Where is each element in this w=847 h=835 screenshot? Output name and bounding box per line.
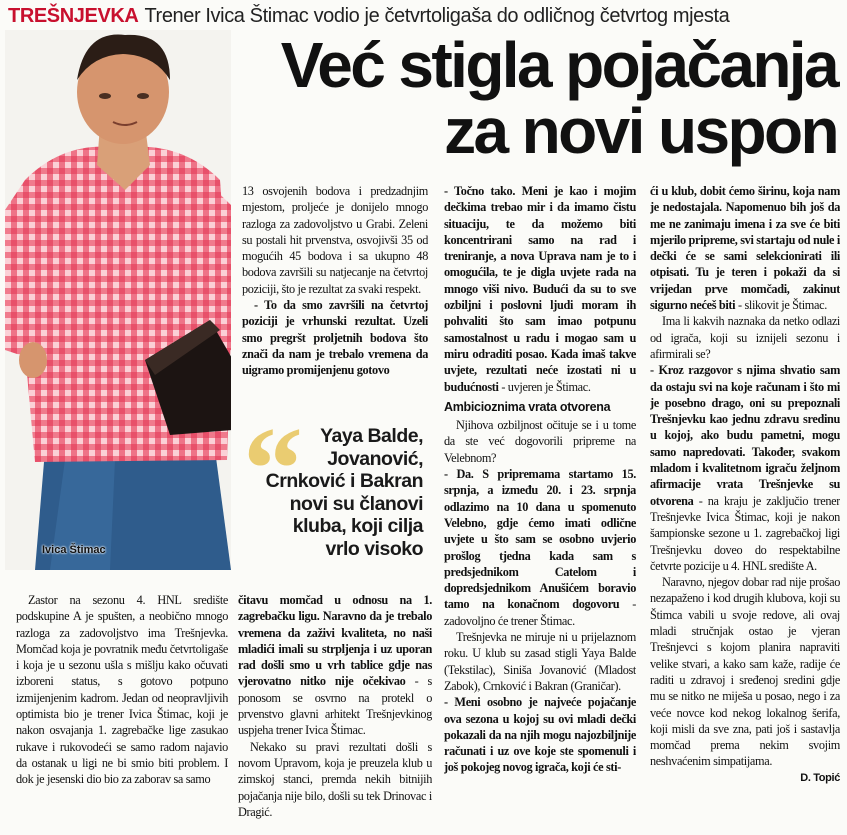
column-3-question: Njihova ozbiljnost očituje se i u tome da ste već dogovorili pripreme na Velebnom? xyxy=(444,418,636,465)
column-2-attribution: - s ponosom se osvrno na protekl o prvenstvo glavni arhitekt Trešnjevkinog uspjeha trener Ivica Štimac. xyxy=(238,674,432,738)
column-4 xyxy=(650,183,840,833)
column-3-quote-3: - Meni osobno je najveće pojačanje ova sezona u kojoj su ovi mladi dečki pokazali da na njih mogu najozbiljnije računati i uz ove koje ste spomenuli i još pokojeg novog igrača, koji će sti- xyxy=(444,695,636,775)
column-4-quote-2: - Kroz razgovor s njima shvatio sam da ostaju svi na koje računam i što mi je posebno drago, oni su prepoznali Trešnjevku kao jednu zdravu sredinu u kojoj, ako budu pametni, mogu samo napredovati. Također, svakom mladom i kvalitetnom igraču željnom afirmacije vrata Trešnjevke su otvorena xyxy=(650,363,840,508)
pull-quote-line: kluba, koji cilja xyxy=(292,515,423,537)
column-2-quote: čitavu momčad u odnosu na 1. zagrebačku ligu. Naravno da je trebalo vremena da zaživi kvaliteta, no naši mladići imali su strpljenja i uz uporan rad došli smo u vrh tablice gdje nas vjerovatno nitko nije očekivao xyxy=(238,593,432,689)
column-4-paragraph: Naravno, njegov dobar rad nije prošao nezapaženo i kod drugih klubova, koji su Štimca vabili u svoje redove, ali ovaj mladi stručnjak ostao je vjeran Trešnjevci s kojom planira napraviti velike stvari, a kako sam kaže, radije će raditi u zdravoj i sređenoj sredini gdje mu se nitko ne miješa u posao, nego i za veće novce kod nekog lokalnog šerifa, koji misli da sve zna, pati još i sastavlja momčad prema nekim svojim neshvaćenim simpatijama. xyxy=(650,575,840,769)
column-3-paragraph: Trešnjevka ne miruje ni u prijelaznom roku. U klub su zasad stigli Yaya Balde (Tekstilac), Siniša Jovanović (Mladost Zabok), Crnković i Bakran (Graničar). xyxy=(444,630,636,693)
headline-line-2: za novi uspon xyxy=(444,95,837,167)
column-2 xyxy=(238,592,432,832)
column-3-attribution-2: - zadovoljno će trener Štimac. xyxy=(444,597,636,628)
column-4-quote-1: ći u klub, dobit ćemo širinu, koja nam je nedostajala. Napomenuo bih još da me ne zanimaju imena i za sve će biti mjerilo pripreme, svi startaju od nule i dečki će se sami selekcionirati ili otpisati. Tu je teren i pokaži da si vrijedan prve momčadi, zakinut sigurno nećeš biti xyxy=(650,184,840,313)
column-4-attribution-1: - slikovit je Štimac. xyxy=(735,298,827,313)
kicker xyxy=(8,3,843,29)
pull-quote-line: Yaya Balde, xyxy=(320,425,423,447)
photo-caption: Ivica Štimac xyxy=(42,544,106,556)
column-4-attribution-2: - na kraju je zaključio trener Trešnjevke Ivica Štimac, koji je nakon šampionske sezone u 1. zagrebačkoj ligi Trešnjevku doveo do respektabilne četvrte pozicije u 4. HNL središte A. xyxy=(650,493,840,573)
pull-quote xyxy=(243,402,423,560)
author-byline: D. Topić xyxy=(800,771,840,784)
column-3-quote-2: - Da. S pripremama startamo 15. srpnja, a između 20. i 23. srpnja odlazimo na 10 dana u spomenuto Velebno, gdje ćemo imati odlične uvjete u što sam se osobno uvjerio prošlog tjedna kada sam s predsjednikom Catelom i dopredsjednikom Anušićem boravio tamo na konačnom dogovoru xyxy=(444,467,636,612)
kicker-label: TREŠNJEVKA xyxy=(8,5,139,27)
coach-photo xyxy=(5,30,231,570)
pull-quote-line: vrlo visoko xyxy=(325,537,423,560)
pull-quote-line: Jovanović, xyxy=(327,447,423,470)
column-3-attribution-1: - uvjeren je Štimac. xyxy=(498,379,591,394)
column-1-paragraph: Zastor na sezonu 4. HNL središte podskupine A je spušten, a neobično mnogo razloga za zadovoljstvo ima Trešnjevka. Momčad koja je povratnik među četvrtoligaše i koja je u sezonu ušla s mišlju kako očuvati izboreni status, s gotovo potpuno izmijenjenim kadrom. Jedan od neopravljivih optimista bio je trener Ivica Štimac, koji je nakon osvajanja 1. zagrebačke lige zasukao rukave i rukovodeći se samo radom najavio da ostanak u ligi ne bi smio biti problem. I dok je jesenski dio bio za zaborav sa samo xyxy=(16,593,228,787)
pull-quote-line: novi su članovi xyxy=(289,492,423,515)
column-3 xyxy=(444,183,636,833)
column-mid-top xyxy=(242,183,428,417)
column-3-quote-1: - Točno tako. Meni je kao i mojim dečkima trebao mir i da imamo čistu situaciju, te da možemo biti koncentrirani samo na rad i treniranje, a nova Uprava nam je to i omogućila, te je digla uvjete rada na mnogo viši nivo. Budući da su to sve ozbiljni i poslovni ljudi moram ih pohvaliti što sam imao potpunu samostalnost u radu i mogao sam u miru odraditi posao. Kada imaš takve uvjete, rezultati neće izostati ni u budućnosti xyxy=(444,184,636,394)
pull-quote-text xyxy=(248,425,423,560)
coach-illustration xyxy=(5,30,231,570)
quote-mark-icon: “ xyxy=(243,402,303,535)
subheading: Ambicioznima vrata otvorena xyxy=(444,399,611,414)
headline xyxy=(227,29,837,167)
pull-quote-line: Crnković i Bakran xyxy=(265,470,423,492)
column-4-question: Ima li kakvih naznaka da netko odlazi od igrača, koji su iznijeli sezonu i afirmirali se? xyxy=(650,314,840,361)
column-1 xyxy=(16,592,228,832)
column-2-paragraph: Nekako su pravi rezultati došli s novom Upravom, koja je preuzela klub u zimskoj stanci, premda nekih bitnijih pojačanja nije bilo, došli su tek Drinovac i Dragić. xyxy=(238,739,432,819)
mid-top-paragraph-2: - To da smo završili na četvrtoj poziciji je vrhunski rezultat. Uzeli smo pregršt proljetnih bodova što znači da nam je trebalo vremena da uigramo promijenjenu gotovo xyxy=(242,298,428,378)
mid-top-paragraph-1: 13 osvojenih bodova i predzadnjim mjestom, proljeće je donijelo mnogo razloga za zadovoljstvo u Grabi. Zeleni su postali hit prvenstva, osvojivši 35 od mogućih 45 bodova i sa ukupno 48 bodova završili su natjecanje na četvrtoj poziciji, što je rezultat za svaki respekt. xyxy=(242,184,428,296)
kicker-subtitle: Trener Ivica Štimac vodio je četvrtoligaša do odličnog četvrtog mjesta xyxy=(144,5,730,27)
headline-line-1: Već stigla pojačanja xyxy=(280,29,837,101)
